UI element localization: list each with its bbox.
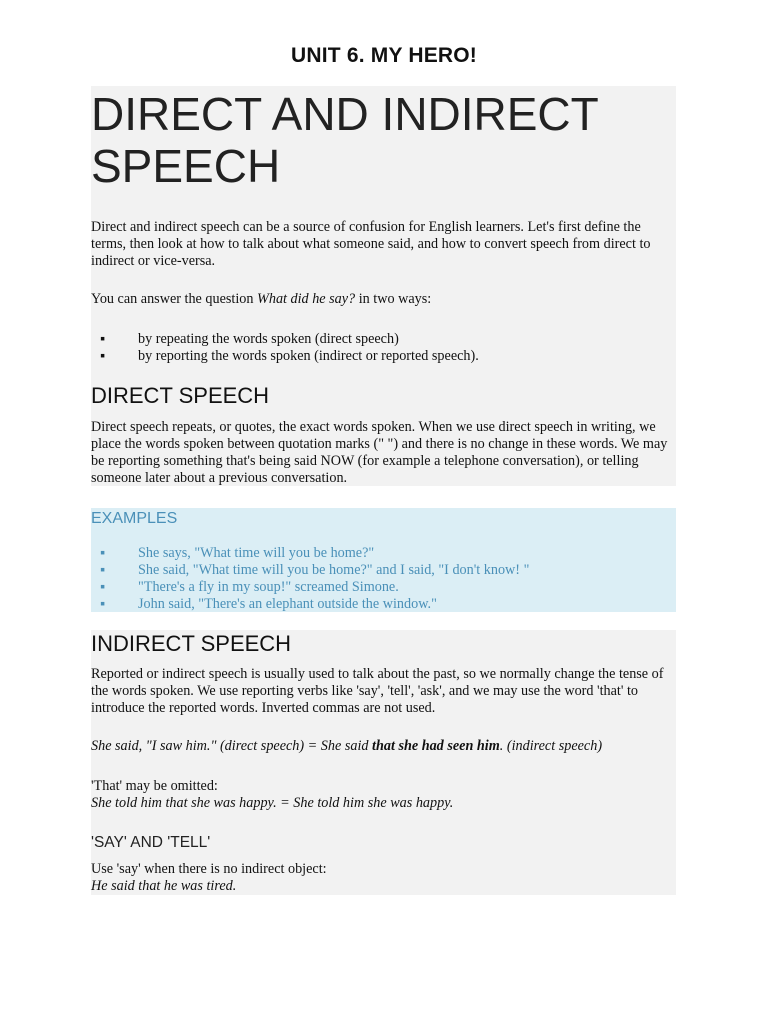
- list-item-text: "There's a fly in my soup!" screamed Simone.: [138, 579, 399, 595]
- say-rule: Use 'say' when there is no indirect object:: [91, 861, 327, 877]
- omit-example: [91, 795, 676, 812]
- omit-note: 'That' may be omitted:: [91, 778, 218, 794]
- bullet-icon: ▪: [100, 331, 106, 347]
- example-part1: She said, "I saw him." (direct speech) = She said: [91, 738, 373, 754]
- indirect-speech-heading: INDIRECT SPEECH: [91, 631, 292, 656]
- list-item: [91, 545, 676, 562]
- page-title-line1: DIRECT AND INDIRECT: [91, 88, 599, 140]
- bullet-icon: ▪: [100, 545, 106, 561]
- bullet-icon: ▪: [100, 348, 106, 364]
- example-part2: . (indirect speech): [499, 738, 603, 754]
- examples-list: [91, 545, 676, 613]
- list-item-text: She said, "What time will you be home?" and I said, "I don't know! ": [138, 562, 530, 578]
- list-item-text: She says, "What time will you be home?": [138, 545, 375, 561]
- omit-example-text: She told him that she was happy. = She told him she was happy.: [91, 795, 454, 811]
- example-bold: that she had seen him: [372, 738, 500, 754]
- bullet-icon: ▪: [100, 562, 106, 578]
- unit-title: UNIT 6. MY HERO!: [291, 44, 477, 67]
- intro-paragraph: Direct and indirect speech can be a source of confusion for English learners. Let's first define the terms, then look at how to talk about what someone said, and how to convert speech from direct to indirect or vice-versa.: [91, 219, 651, 269]
- list-item: [91, 348, 676, 365]
- page-title: [91, 88, 676, 192]
- page-title-line2: SPEECH: [91, 140, 281, 192]
- list-item: [91, 596, 676, 613]
- direct-speech-heading: DIRECT SPEECH: [91, 383, 270, 408]
- list-item-text: by reporting the words spoken (indirect or reported speech).: [138, 348, 479, 364]
- list-item-text: John said, "There's an elephant outside the window.": [138, 596, 437, 612]
- list-item: [91, 562, 676, 579]
- bullet-icon: ▪: [100, 579, 106, 595]
- examples-heading: EXAMPLES: [91, 510, 178, 527]
- indirect-example: [91, 738, 676, 755]
- say-tell-heading: 'SAY' AND 'TELL': [91, 834, 211, 851]
- list-item: [91, 579, 676, 596]
- ways-list: [91, 331, 676, 365]
- list-item-text: by repeating the words spoken (direct speech): [138, 331, 399, 347]
- question-prefix: You can answer the question: [91, 291, 258, 307]
- bullet-icon: ▪: [100, 596, 106, 612]
- question-suffix: in two ways:: [355, 291, 432, 307]
- indirect-speech-paragraph: Reported or indirect speech is usually used to talk about the past, so we normally change the tense of the words spoken. We use reporting verbs like 'say', 'tell', 'ask', and we may use the word 'that' to introduce the reported words. Inverted commas are not used.: [91, 666, 664, 716]
- question-line: [91, 291, 676, 308]
- say-example: [91, 878, 676, 895]
- list-item: [91, 331, 676, 348]
- question-italic: What did he say?: [257, 291, 356, 307]
- say-example-text: He said that he was tired.: [91, 878, 237, 894]
- direct-speech-paragraph: Direct speech repeats, or quotes, the exact words spoken. When we use direct speech in writing, we place the words spoken between quotation marks (" ") and there is no change in these words. We may be reporting something that's being said NOW (for example a telephone conversation), or telling someone later about a previous conversation.: [91, 419, 668, 486]
